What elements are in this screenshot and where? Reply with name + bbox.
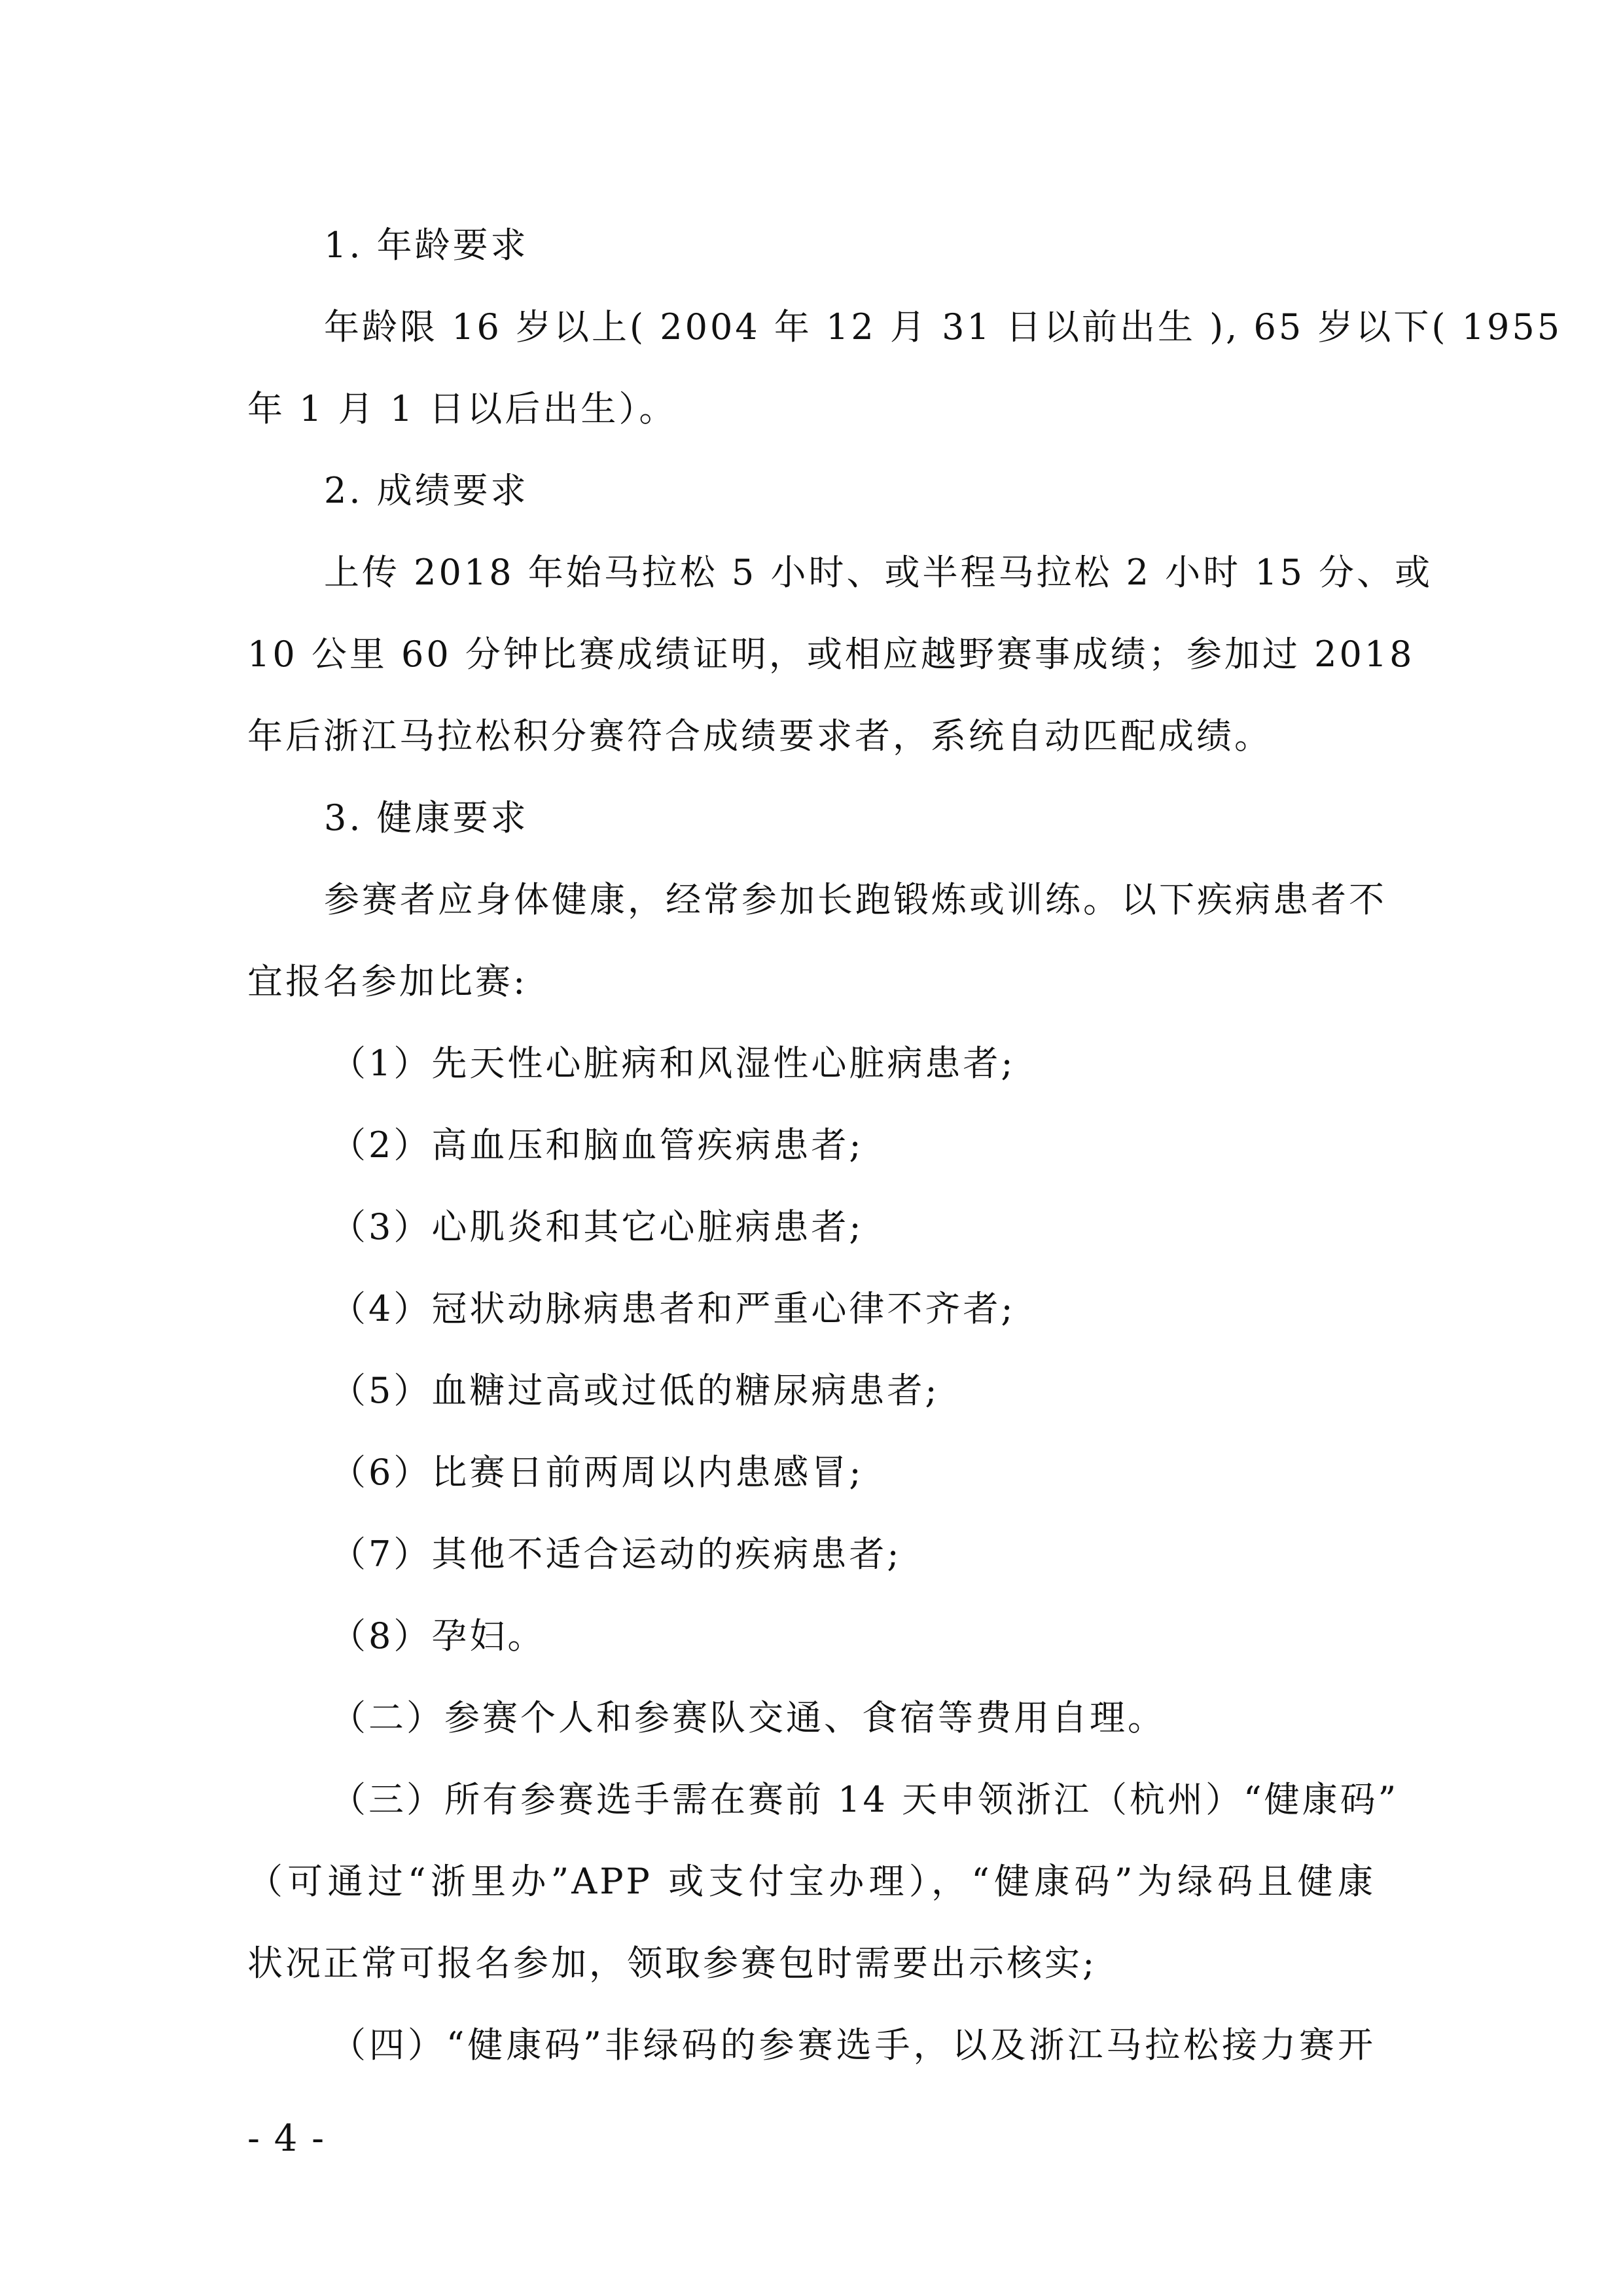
list-item: （3）心肌炎和其它心脏病患者; <box>330 1206 864 1247</box>
section-item-four: （四）“健康码”非绿码的参赛选手，以及浙江马拉松接力赛开 <box>330 2024 1376 2066</box>
list-item: （7）其他不适合运动的疾病患者; <box>330 1534 902 1575</box>
paragraph-line: 年 1 月 1 日以后出生）。 <box>247 388 677 429</box>
page-number: - 4 - <box>247 2117 326 2160</box>
list-item: （5）血糖过高或过低的糖尿病患者; <box>330 1370 940 1411</box>
list-item: （4）冠状动脉病患者和严重心律不齐者; <box>330 1288 1016 1329</box>
paragraph-line: 10 公里 60 分钟比赛成绩证明，或相应越野赛事成绩；参加过 2018 <box>247 634 1415 675</box>
paragraph-line: 状况正常可报名参加，领取参赛包时需要出示核实; <box>247 1943 1097 1984</box>
paragraph-line: 上传 2018 年始马拉松 5 小时、或半程马拉松 2 小时 15 分、或 <box>324 552 1433 593</box>
paragraph-line: （可通过“浙里办”APP 或支付宝办理），“健康码”为绿码且健康 <box>247 1861 1376 1902</box>
list-item: （1）先天性心脏病和风湿性心脏病患者; <box>330 1043 1016 1084</box>
section-item-three: （三）所有参赛选手需在赛前 14 天申领浙江（杭州）“健康码” <box>330 1779 1399 1820</box>
heading-health-requirement: 3. 健康要求 <box>324 797 529 838</box>
list-item: （8）孕妇。 <box>330 1615 546 1657</box>
section-item-two: （二）参赛个人和参赛队交通、食宿等费用自理。 <box>330 1697 1166 1738</box>
list-item: （6）比赛日前两周以内患感冒; <box>330 1452 864 1493</box>
heading-age-requirement: 1. 年龄要求 <box>324 224 529 266</box>
paragraph-line: 宜报名参加比赛: <box>247 961 528 1002</box>
heading-performance-requirement: 2. 成绩要求 <box>324 470 529 511</box>
paragraph-line: 年龄限 16 岁以上( 2004 年 12 月 31 日以前出生 ), 65 岁以下( 1955 <box>324 306 1563 348</box>
list-item: （2）高血压和脑血管疾病患者; <box>330 1124 864 1166</box>
paragraph-line: 年后浙江马拉松积分赛符合成绩要求者，系统自动匹配成绩。 <box>247 715 1272 757</box>
paragraph-line: 参赛者应身体健康，经常参加长跑锻炼或训练。以下疾病患者不 <box>324 879 1387 920</box>
